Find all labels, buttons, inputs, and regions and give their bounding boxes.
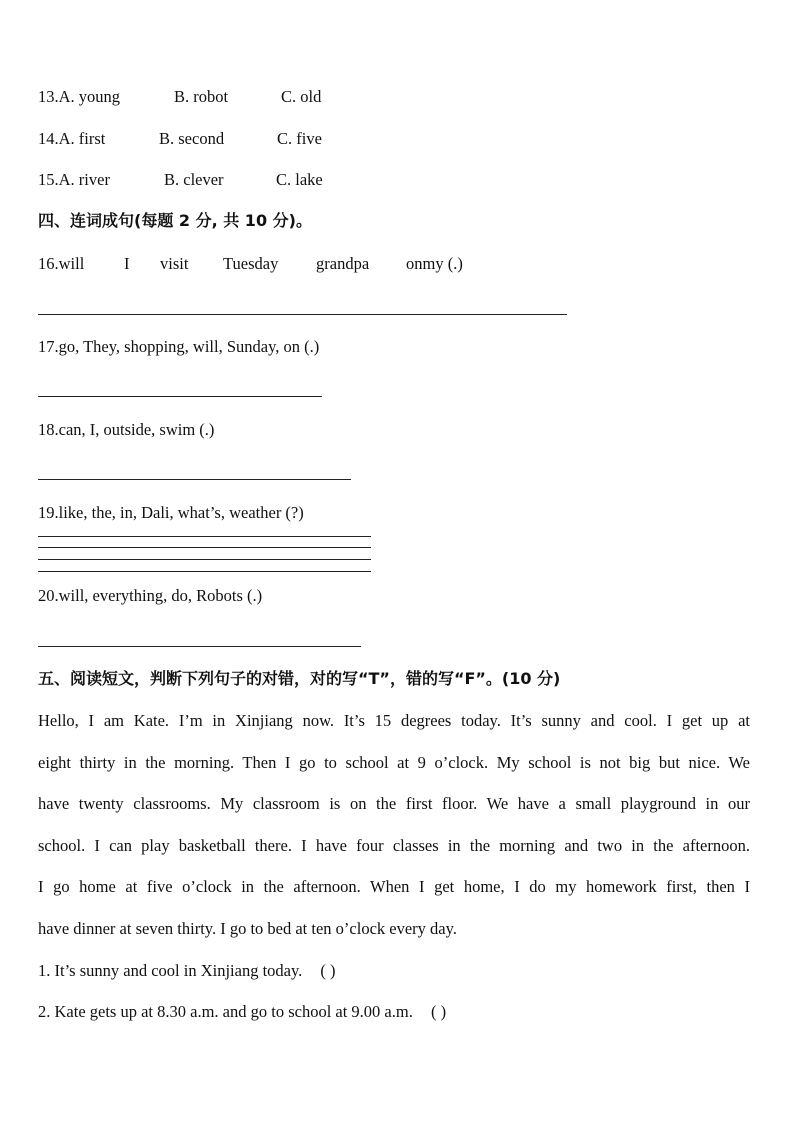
- question-20: 20.will, everything, do, Robots (.): [38, 586, 263, 605]
- q16-word-5: grandpa: [316, 254, 370, 273]
- section-5-heading: 五、阅读短文，判断下列句子的对错，对的写“T”，错的写“F”。(10 分): [38, 669, 561, 688]
- choice-13-a: [38, 87, 120, 107]
- q16-word-2: I: [124, 254, 130, 273]
- item-number: 14.: [38, 129, 59, 148]
- answer-blank[interactable]: ( ): [320, 961, 336, 980]
- section-4-heading: 四、连词成句(每题 2 分, 共 10 分)。: [38, 211, 312, 230]
- question-17: 17.go, They, shopping, will, Sunday, on (.): [38, 337, 320, 356]
- answer-line-19d[interactable]: [38, 571, 371, 572]
- answer-line-19a[interactable]: [38, 536, 371, 537]
- choice-14-c: C. five: [277, 129, 322, 148]
- passage-line: school. I can play basketball there. I have four classes in the morning and two in the afternoon.: [38, 835, 750, 855]
- choice-15-c: C. lake: [276, 170, 323, 189]
- option-a: A. river: [58, 170, 110, 189]
- passage-line: eight thirty in the morning. Then I go to school at 9 o’clock. My school is not big but nice. We: [38, 752, 750, 772]
- item-number: 15.: [38, 170, 59, 189]
- passage-line: have twenty classrooms. My classroom is on the first floor. We have a small playground in our: [38, 794, 750, 814]
- q16-word-4: Tuesday: [223, 254, 279, 273]
- question-19: 19.like, the, in, Dali, what’s, weather (?): [38, 503, 304, 522]
- reading-passage: [38, 700, 750, 950]
- answer-blank[interactable]: ( ): [430, 1002, 447, 1021]
- tf-question-2: [38, 1002, 446, 1022]
- choice-14-b: B. second: [159, 129, 225, 148]
- answer-line-18[interactable]: [38, 479, 351, 480]
- choice-13-b: B. robot: [174, 87, 229, 106]
- item-number: 16.: [38, 254, 59, 273]
- choice-15-a: [38, 170, 110, 190]
- passage-line: Hello, I am Kate. I’m in Xinjiang now. It’s 15 degrees today. It’s sunny and cool. I get up at: [38, 711, 750, 730]
- answer-line-16[interactable]: [38, 314, 567, 315]
- passage-line: I go home at five o’clock in the afternoon. When I get home, I do my homework first, then I: [38, 877, 750, 897]
- tf-question-1: [38, 961, 336, 981]
- word: will: [58, 254, 85, 273]
- option-a: A. young: [58, 87, 121, 106]
- q16-word-3: visit: [160, 254, 189, 273]
- choice-14-a: [38, 129, 105, 149]
- option-a: A. first: [58, 129, 106, 148]
- choice-13-c: C. old: [281, 87, 322, 106]
- q16-word-6: onmy (.): [406, 254, 463, 273]
- question-18: 18.can, I, outside, swim (.): [38, 420, 215, 439]
- answer-line-19b[interactable]: [38, 547, 371, 548]
- item-number: 13.: [38, 87, 59, 106]
- tf-question-text: 2. Kate gets up at 8.30 a.m. and go to school at 9.00 a.m.: [38, 1002, 413, 1021]
- choice-15-b: B. clever: [164, 170, 224, 189]
- answer-line-17[interactable]: [38, 396, 322, 397]
- answer-line-20[interactable]: [38, 646, 361, 647]
- answer-line-19c[interactable]: [38, 559, 371, 560]
- passage-line: have dinner at seven thirty. I go to bed at ten o’clock every day.: [38, 918, 457, 938]
- q16-word-1: [38, 254, 84, 274]
- tf-question-text: 1. It’s sunny and cool in Xinjiang today.: [38, 961, 303, 980]
